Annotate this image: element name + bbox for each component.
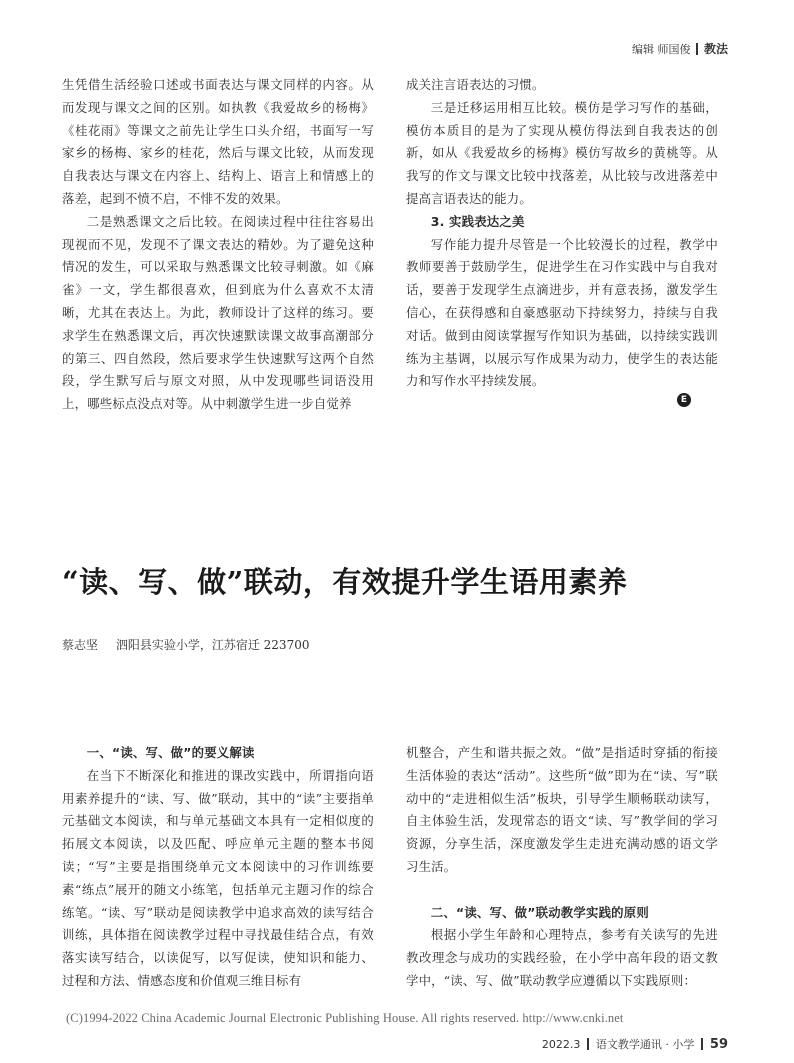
article-title: “读、写、做”联动，有效提升学生语用素养 xyxy=(62,565,628,599)
section-heading: 二、“读、写、做”联动教学实践的原则 xyxy=(430,904,649,920)
body-paragraph: 生凭借生活经验口述或书面表达与课文同样的内容。从而发现与课文之间的区别。如执教《我爱故乡的杨梅》《桂花雨》等课文之前先让学生口头介绍，书面写一写家乡的杨梅、家乡的桂花，然后与课文比较，从而发现自我表达与课文在内容上、结构上、语言上和情感上的落差，起到不愤不启，不悱不发的效果。 xyxy=(62,77,374,206)
section-heading: 3. 实践表达之美 xyxy=(430,213,525,229)
copyright-watermark: (C)1994-2022 China Academic Journal Electronic Publishing House. All rights reserved. http://www.cnki.net xyxy=(66,1011,624,1025)
byline xyxy=(62,636,309,653)
journal-name: 语文教学通讯 · 小学 xyxy=(595,1038,695,1051)
issue-number: 2022.3 xyxy=(541,1037,581,1051)
body-paragraph: 在当下不断深化和推进的课改实践中，所谓指向语用素养提升的“读、写、做”联动，其中的“读”主要指单元基础文本阅读，和与单元基础文本具有一定相似度的拓展文本阅读，以及匹配、呼应单元主题的整本书阅读；“写”主要是指围绕单元文本阅读中的习作训练要素“练点”展开的随文小练笔，包括单元主题习作的综合练笔。“读、写”联动是阅读教学中追求高效的读写结合训练，具体指在阅读教学过程中寻找最佳结合点，有效落实读写结合，以读促写，以写促读，使知识和能力、过程和方法、情感态度和价值观三维目标有 xyxy=(62,767,374,988)
page-footer xyxy=(542,1036,728,1052)
paragraph-gap xyxy=(406,879,718,902)
author-name: 蔡志坚 xyxy=(62,638,99,652)
editor-credit: 编辑 师国俊 xyxy=(631,42,691,56)
body-paragraph: 根据小学生年龄和心理特点，参考有关读写的先进教改理念与成功的实践经验，在小学中高年段的语文教学中，“读、写、做”联动教学应遵循以下实践原则： xyxy=(406,927,718,988)
section-name: 教法 xyxy=(703,42,728,56)
header-divider xyxy=(696,43,698,55)
section-heading: 一、“读、写、做”的要义解读 xyxy=(86,745,255,760)
bottom-left-column xyxy=(62,742,374,993)
top-right-column xyxy=(406,74,718,393)
body-paragraph: 成关注言语表达的习惯。 xyxy=(406,77,545,92)
running-header xyxy=(632,40,728,57)
author-affiliation: 泗阳县实验小学，江苏宿迁 223700 xyxy=(115,638,310,652)
body-paragraph: 机整合，产生和谐共振之效。“做”是指适时穿插的衔接生活体验的表达“活动”。这些所“做”即为在“读、写”联动中的“走进相似生活”板块，引导学生顺畅联动读写，自主体验生活，发现常态的语文“读、写”教学间的学习资源，分享生活，深度激发学生走进充满动感的语文学习生活。 xyxy=(406,745,718,874)
body-paragraph: 写作能力提升尽管是一个比较漫长的过程，教学中教师要善于鼓励学生，促进学生在习作实践中与自我对话，要善于发现学生点滴进步，并有意表扬，激发学生信心，在获得感和自豪感驱动下持续努力，持续与自我对话。做到由阅读掌握写作知识为基础，以持续实践训练为主基调，以展示写作成果为动力，使学生的表达能力和写作水平持续发展。 xyxy=(406,236,718,389)
bottom-right-column xyxy=(406,742,718,993)
footer-divider xyxy=(701,1038,703,1050)
footer-divider xyxy=(587,1038,589,1050)
article-end-icon: E xyxy=(677,393,691,407)
page-number: 59 xyxy=(709,1036,728,1052)
top-left-column xyxy=(62,74,374,416)
body-paragraph: 二是熟悉课文之后比较。在阅读过程中往往容易出现视而不见，发现不了课文表达的精妙。为了避免这种情况的发生，可以采取与熟悉课文比较寻刺激。如《麻雀》一文，学生都很喜欢，但到底为什么喜欢不太清晰，尤其在表达上。为此，教师设计了这样的练习。要求学生在熟悉课文后，再次快速默读课文故事高潮部分的第三、四自然段，然后要求学生快速默写这两个自然段，学生默写后与原文对照，从中发现哪些词语没用上，哪些标点没点对等。从中刺激学生进一步自觉养 xyxy=(62,213,374,412)
body-paragraph: 三是迁移运用相互比较。模仿是学习写作的基础，模仿本质目的是为了实现从模仿得法到自我表达的创新，如从《我爱故乡的杨梅》模仿写故乡的黄桃等。从我写的作文与课文比较中找落差，从比较与改进落差中提高言语表达的能力。 xyxy=(406,99,718,206)
